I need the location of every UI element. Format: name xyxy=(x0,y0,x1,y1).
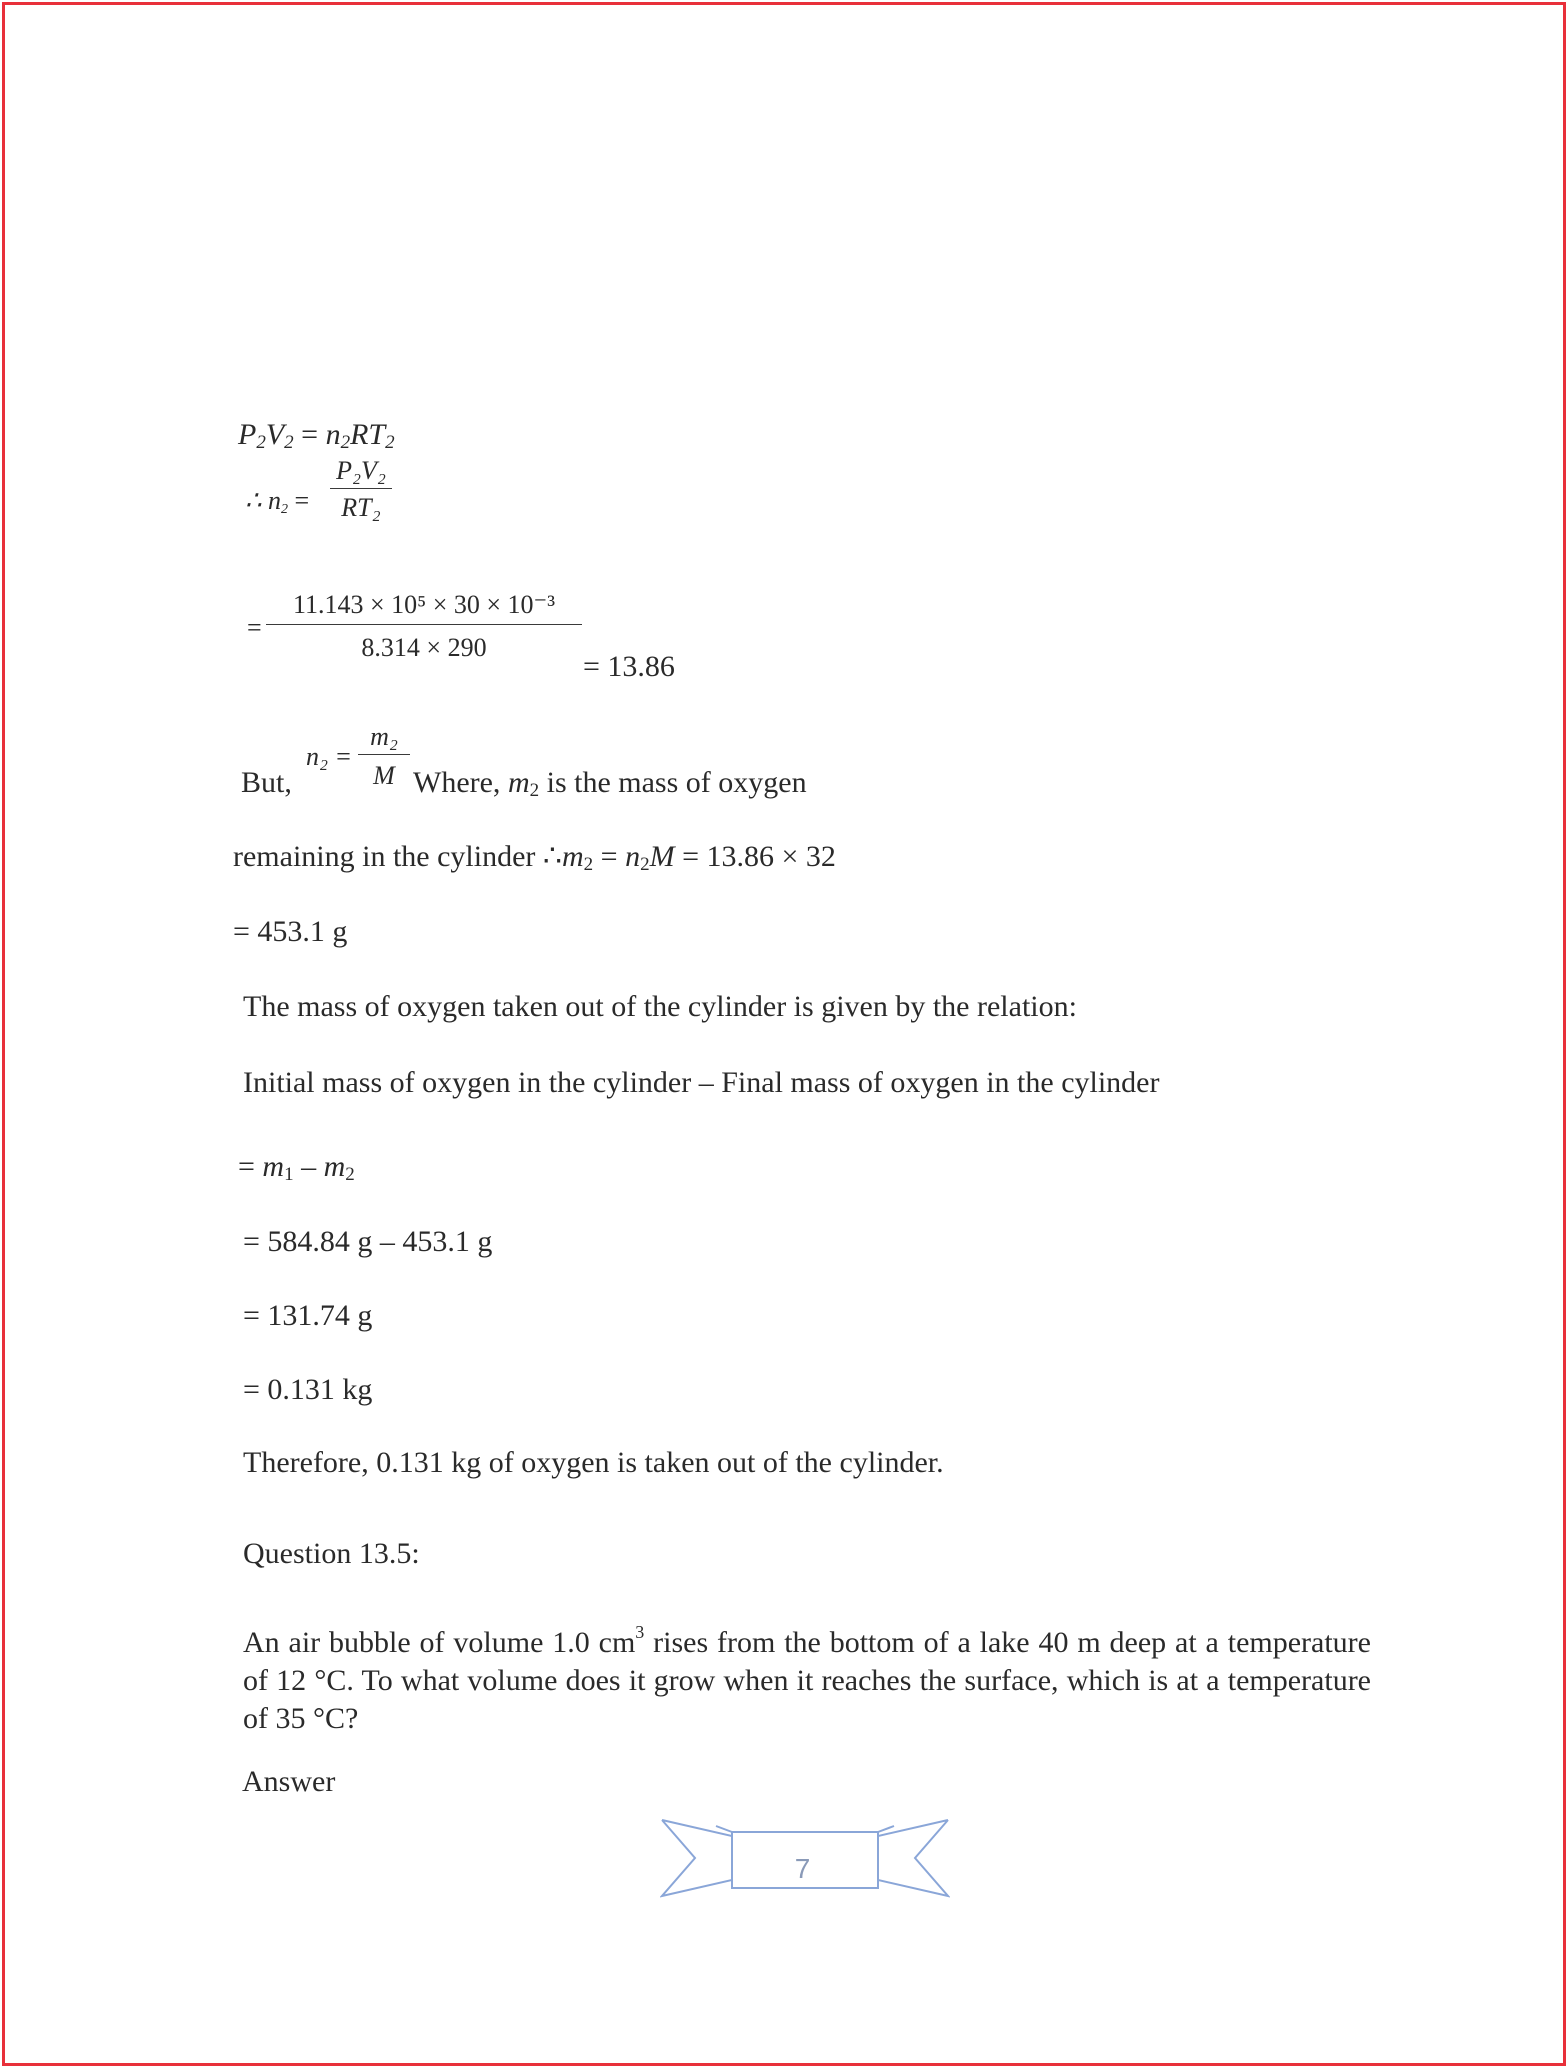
mass-remaining-result: = 453.1 g xyxy=(233,915,348,948)
answer-label: Answer xyxy=(242,1765,336,1798)
remaining-mass-line: remaining in the cylinder $\therefore m_2 = n_2M = 13.86 \times 32$ xyxy=(233,840,836,875)
equation-n2-mass-lhs: n₂ = xyxy=(306,742,353,771)
relation-intro: The mass of oxygen taken out of the cylinder is given by the relation: xyxy=(243,990,1077,1023)
question-text: An air bubble of volume 1.0 $cm^3$ rises from the bottom of a lake 40 m deep at a temperature of 12 °C. To what volume does it grow when it reaches the surface, which is at a temperature of 35 °C? xyxy=(243,1622,1371,1735)
equation-m1-minus-m2: = $m_1 - m_2$ xyxy=(238,1150,355,1185)
conclusion: Therefore, 0.131 kg of oxygen is taken out of the cylinder. xyxy=(243,1446,944,1479)
equation-ideal-gas: $P_2V_2 = n_2RT_2$ xyxy=(238,418,395,453)
left-ribbon-tail xyxy=(662,1820,732,1896)
fraction-n2-denominator: RT₂ xyxy=(341,493,381,522)
but-label: But, xyxy=(241,766,292,799)
mass-kg-result: = 0.131 kg xyxy=(243,1373,373,1406)
fraction-m2-over-M xyxy=(358,724,410,789)
fraction-numeric-numerator: 11.143 × 10⁵ × 30 × 10⁻³ xyxy=(292,590,556,619)
right-ribbon-tail xyxy=(878,1820,948,1896)
mass-difference: = 584.84 g – 453.1 g xyxy=(243,1225,493,1258)
mass-grams-result: = 131.74 g xyxy=(243,1299,373,1332)
relation-text: Initial mass of oxygen in the cylinder – Final mass of oxygen in the cylinder xyxy=(243,1066,1160,1099)
page-border xyxy=(2,2,1566,2066)
page-number: 7 xyxy=(794,1853,811,1884)
fraction-m2-numerator: m₂ xyxy=(370,722,398,751)
fraction-numeric-denominator: 8.314 × 290 xyxy=(361,633,487,662)
fraction-n2 xyxy=(330,458,392,521)
result-n2: = 13.86 xyxy=(583,650,675,683)
fraction-n2-numerator: P₂V₂ xyxy=(336,456,386,485)
question-title: Question 13.5: xyxy=(243,1537,420,1570)
where-clause: Where, $m_2$ is the mass of oxygen xyxy=(413,766,807,801)
fraction-M-denominator: M xyxy=(373,761,395,790)
equation-equals-sign: = xyxy=(247,613,262,642)
equation-n2-label: ∴ $n_2$ = xyxy=(245,486,310,517)
fraction-numeric xyxy=(266,592,582,661)
